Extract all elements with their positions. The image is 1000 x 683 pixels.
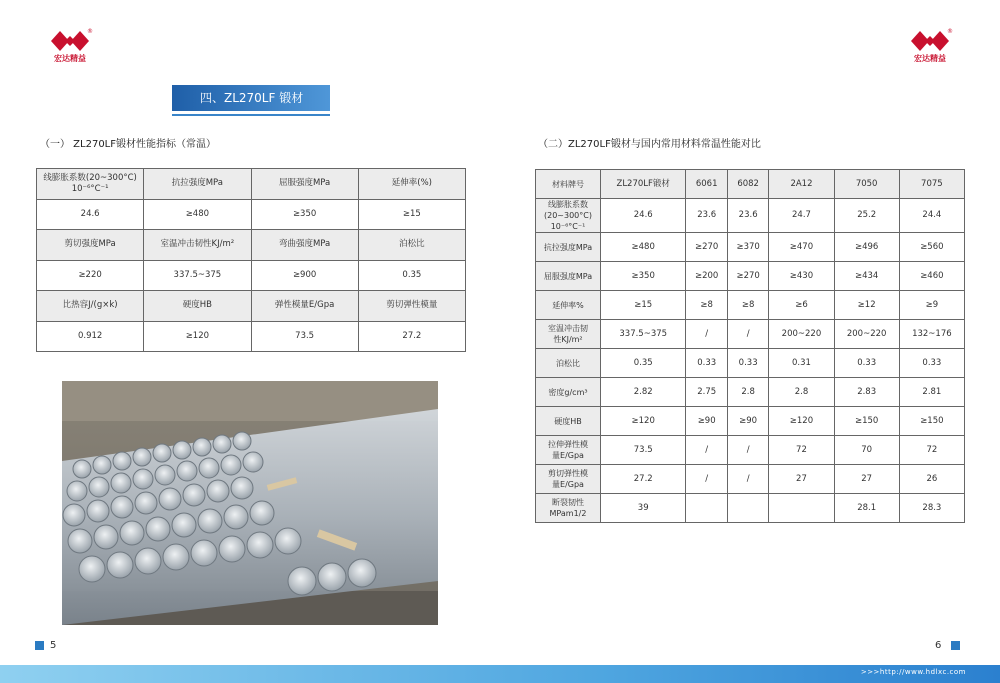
table-cell bbox=[727, 494, 768, 523]
table-cell: 28.3 bbox=[899, 494, 964, 523]
aluminum-bars-photo bbox=[62, 381, 438, 625]
table-cell: 室温冲击韧性KJ/m² bbox=[144, 230, 251, 261]
table-row bbox=[536, 349, 965, 378]
table-cell: 24.6 bbox=[601, 199, 686, 233]
table-cell: 弹性模量E/Gpa bbox=[251, 291, 358, 322]
table-cell: 28.1 bbox=[834, 494, 899, 523]
square-icon bbox=[951, 641, 960, 650]
table-cell: 2.8 bbox=[769, 378, 834, 407]
table-cell: / bbox=[727, 465, 768, 494]
table-cell: 0.33 bbox=[727, 349, 768, 378]
table-cell: ≥496 bbox=[834, 233, 899, 262]
table-cell: ≥460 bbox=[899, 262, 964, 291]
table-cell: / bbox=[686, 465, 727, 494]
table-cell: 132~176 bbox=[899, 320, 964, 349]
table-row bbox=[37, 260, 466, 291]
page-number-left bbox=[35, 640, 56, 651]
table-header-cell: 6082 bbox=[727, 170, 768, 199]
table-cell: ≥15 bbox=[601, 291, 686, 320]
table-cell: ≥430 bbox=[769, 262, 834, 291]
table-cell: 24.7 bbox=[769, 199, 834, 233]
table-cell: 27.2 bbox=[358, 321, 465, 352]
table-cell: ≥9 bbox=[899, 291, 964, 320]
table-row bbox=[536, 320, 965, 349]
properties-table bbox=[36, 168, 466, 352]
section-title: 四、ZL270LF 锻材 bbox=[172, 85, 330, 111]
row-label: 延伸率% bbox=[536, 291, 601, 320]
table-row bbox=[37, 169, 466, 200]
table-cell: 剪切强度MPa bbox=[37, 230, 144, 261]
row-label: 泊松比 bbox=[536, 349, 601, 378]
table-cell: 剪切弹性模量 bbox=[358, 291, 465, 322]
table-row bbox=[536, 407, 965, 436]
table-header-row bbox=[536, 170, 965, 199]
table-cell: 0.33 bbox=[834, 349, 899, 378]
table-cell: ≥8 bbox=[727, 291, 768, 320]
table-header-cell: 材料牌号 bbox=[536, 170, 601, 199]
table-cell: 2.81 bbox=[899, 378, 964, 407]
row-label: 室温冲击韧 性KJ/m² bbox=[536, 320, 601, 349]
table-cell: ≥8 bbox=[686, 291, 727, 320]
table-cell: 337.5~375 bbox=[144, 260, 251, 291]
table-row bbox=[37, 230, 466, 261]
website-url[interactable]: >>>http://www.hdlxc.com bbox=[860, 668, 966, 676]
table-cell: ≥350 bbox=[251, 199, 358, 230]
row-label: 拉伸弹性模 量E/Gpa bbox=[536, 436, 601, 465]
left-table-title: （一） ZL270LF锻材性能指标（常温） bbox=[40, 139, 217, 150]
table-cell: / bbox=[727, 436, 768, 465]
row-label: 线膨胀系数 (20~300°C) 10⁻⁶°C⁻¹ bbox=[536, 199, 601, 233]
table-cell: 0.912 bbox=[37, 321, 144, 352]
brand-logo bbox=[45, 30, 95, 70]
section-underline bbox=[172, 114, 330, 116]
table-cell: ≥270 bbox=[727, 262, 768, 291]
table-cell: 2.8 bbox=[727, 378, 768, 407]
table-row bbox=[37, 321, 466, 352]
table-cell: 0.31 bbox=[769, 349, 834, 378]
table-cell: 73.5 bbox=[251, 321, 358, 352]
table-cell: ≥434 bbox=[834, 262, 899, 291]
table-cell: 0.35 bbox=[358, 260, 465, 291]
table-cell: ≥900 bbox=[251, 260, 358, 291]
table-cell: ≥120 bbox=[769, 407, 834, 436]
table-cell: 23.6 bbox=[686, 199, 727, 233]
table-header-cell: 6061 bbox=[686, 170, 727, 199]
table-row bbox=[536, 378, 965, 407]
brand-name: 宏达精益 bbox=[914, 54, 946, 63]
table-cell: 26 bbox=[899, 465, 964, 494]
row-label: 屈服强度MPa bbox=[536, 262, 601, 291]
table-cell: 线膨胀系数(20~300°C) 10⁻⁶°C⁻¹ bbox=[37, 169, 144, 200]
table-cell: 2.83 bbox=[834, 378, 899, 407]
table-row bbox=[536, 291, 965, 320]
table-cell: ≥270 bbox=[686, 233, 727, 262]
table-cell: / bbox=[686, 320, 727, 349]
brand-name: 宏达精益 bbox=[54, 54, 86, 63]
table-cell: 24.4 bbox=[899, 199, 964, 233]
table-cell: 70 bbox=[834, 436, 899, 465]
table-cell: ≥470 bbox=[769, 233, 834, 262]
row-label: 剪切弹性模 量E/Gpa bbox=[536, 465, 601, 494]
brand-logo bbox=[905, 30, 955, 70]
table-cell: 抗拉强度MPa bbox=[144, 169, 251, 200]
footer-bar bbox=[0, 665, 1000, 683]
table-cell: 27.2 bbox=[601, 465, 686, 494]
diamond-logo-icon bbox=[50, 30, 90, 52]
table-cell: 弯曲强度MPa bbox=[251, 230, 358, 261]
table-row bbox=[536, 436, 965, 465]
table-header-cell: 7075 bbox=[899, 170, 964, 199]
table-cell: 200~220 bbox=[769, 320, 834, 349]
registered-mark: ® bbox=[87, 28, 93, 35]
table-cell: ≥90 bbox=[727, 407, 768, 436]
table-cell: ≥15 bbox=[358, 199, 465, 230]
table-cell: 72 bbox=[899, 436, 964, 465]
table-row bbox=[37, 291, 466, 322]
table-header-cell: 2A12 bbox=[769, 170, 834, 199]
table-cell: 72 bbox=[769, 436, 834, 465]
table-row bbox=[536, 465, 965, 494]
page-number-text: 5 bbox=[50, 640, 57, 651]
table-cell: ≥560 bbox=[899, 233, 964, 262]
table-row bbox=[536, 262, 965, 291]
table-cell: ≥200 bbox=[686, 262, 727, 291]
table-cell: ≥480 bbox=[601, 233, 686, 262]
table-cell: 337.5~375 bbox=[601, 320, 686, 349]
table-cell: 23.6 bbox=[727, 199, 768, 233]
table-cell: ≥480 bbox=[144, 199, 251, 230]
table-cell: ≥150 bbox=[899, 407, 964, 436]
table-cell bbox=[769, 494, 834, 523]
table-cell: 泊松比 bbox=[358, 230, 465, 261]
table-row bbox=[536, 494, 965, 523]
row-label: 密度g/cm³ bbox=[536, 378, 601, 407]
table-cell: ≥12 bbox=[834, 291, 899, 320]
table-cell: 屈服强度MPa bbox=[251, 169, 358, 200]
square-icon bbox=[35, 641, 44, 650]
row-label: 断裂韧性 MPam1/2 bbox=[536, 494, 601, 523]
table-cell: 27 bbox=[834, 465, 899, 494]
comparison-table bbox=[535, 169, 965, 523]
table-cell: 25.2 bbox=[834, 199, 899, 233]
table-row bbox=[37, 199, 466, 230]
table-cell: ≥120 bbox=[144, 321, 251, 352]
table-cell: / bbox=[686, 436, 727, 465]
table-cell: ≥350 bbox=[601, 262, 686, 291]
table-cell: 73.5 bbox=[601, 436, 686, 465]
table-cell: 2.75 bbox=[686, 378, 727, 407]
table-cell: 27 bbox=[769, 465, 834, 494]
table-row bbox=[536, 233, 965, 262]
row-label: 抗拉强度MPa bbox=[536, 233, 601, 262]
table-cell: 硬度HB bbox=[144, 291, 251, 322]
page-number-right bbox=[935, 640, 960, 651]
table-cell: 2.82 bbox=[601, 378, 686, 407]
table-header-cell: 7050 bbox=[834, 170, 899, 199]
table-header-cell: ZL270LF锻材 bbox=[601, 170, 686, 199]
table-cell: 200~220 bbox=[834, 320, 899, 349]
registered-mark: ® bbox=[947, 28, 953, 35]
diamond-logo-icon bbox=[910, 30, 950, 52]
table-cell: 0.33 bbox=[686, 349, 727, 378]
right-table-title: （二）ZL270LF锻材与国内常用材料常温性能对比 bbox=[538, 139, 761, 150]
table-cell: ≥90 bbox=[686, 407, 727, 436]
table-cell: ≥220 bbox=[37, 260, 144, 291]
table-cell: 比热容J/(g×k) bbox=[37, 291, 144, 322]
table-cell: 0.33 bbox=[899, 349, 964, 378]
table-cell: 0.35 bbox=[601, 349, 686, 378]
table-cell bbox=[686, 494, 727, 523]
table-row bbox=[536, 199, 965, 233]
table-cell: 24.6 bbox=[37, 199, 144, 230]
table-cell: ≥150 bbox=[834, 407, 899, 436]
page-number-text: 6 bbox=[935, 640, 942, 651]
row-label: 硬度HB bbox=[536, 407, 601, 436]
table-cell: ≥6 bbox=[769, 291, 834, 320]
table-cell: / bbox=[727, 320, 768, 349]
table-cell: 延伸率(%) bbox=[358, 169, 465, 200]
table-cell: ≥370 bbox=[727, 233, 768, 262]
table-cell: ≥120 bbox=[601, 407, 686, 436]
table-cell: 39 bbox=[601, 494, 686, 523]
